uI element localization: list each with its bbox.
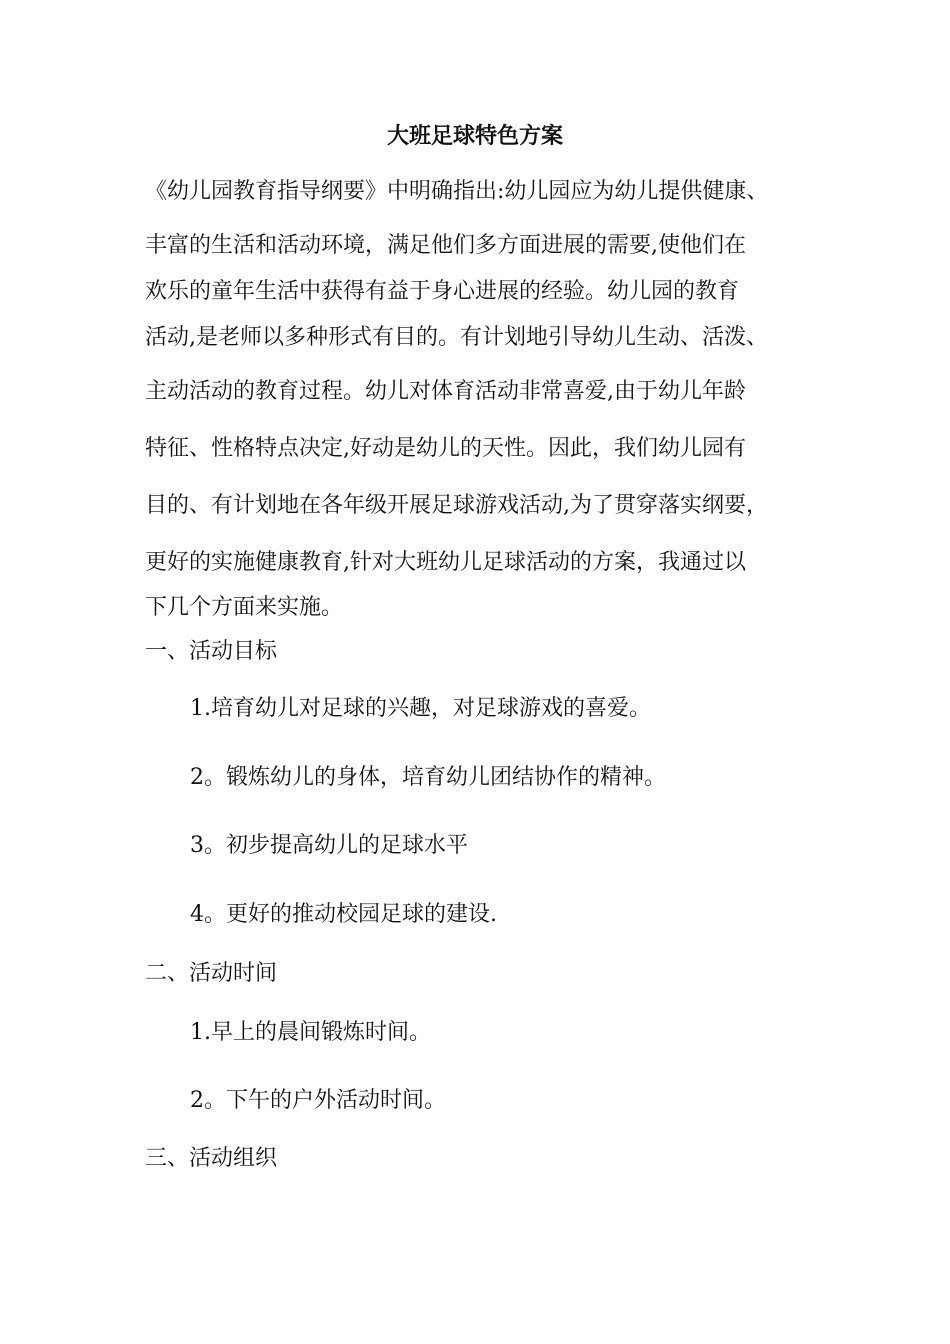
- intro-line-6: 特征、性格特点决定,好动是幼儿的天性。因此，我们幼儿园有: [145, 436, 746, 461]
- document-title: 大班足球特色方案: [386, 123, 563, 149]
- section-heading-time: 二、活动时间: [145, 961, 278, 986]
- goal-item-3: 3。初步提高幼儿的足球水平: [190, 833, 468, 858]
- intro-line-5: 主动活动的教育过程。幼儿对体育活动非常喜爱,由于幼儿年龄: [145, 379, 746, 404]
- intro-line-3: 欢乐的童年生活中获得有益于身心进展的经验。幼儿园的教育: [145, 279, 740, 304]
- goal-item-4: 4。更好的推动校园足球的建设.: [190, 902, 497, 927]
- section-heading-organization: 三、活动组织: [145, 1146, 278, 1171]
- time-item-1: 1.早上的晨间锻炼时间。: [190, 1020, 431, 1045]
- goal-item-1: 1.培育幼儿对足球的兴趣，对足球游戏的喜爱。: [190, 696, 651, 721]
- intro-line-2: 丰富的生活和活动环境，满足他们多方面进展的需要,使他们在: [145, 233, 746, 258]
- intro-line-4: 活动,是老师以多种形式有目的。有计划地引导幼儿生动、活泼、: [145, 325, 768, 350]
- time-item-2: 2。下午的户外活动时间。: [190, 1088, 446, 1113]
- intro-line-9: 下几个方面来实施。: [145, 595, 344, 620]
- intro-line-8: 更好的实施健康教育,针对大班幼儿足球活动的方案，我通过以: [145, 550, 746, 575]
- goal-item-2: 2。锻炼幼儿的身体，培育幼儿团结协作的精神。: [190, 765, 666, 790]
- section-heading-goals: 一、活动目标: [145, 639, 278, 664]
- intro-line-1: 《幼儿园教育指导纲要》中明确指出:幼儿园应为幼儿提供健康、: [145, 179, 769, 204]
- intro-line-7: 目的、有计划地在各年级开展足球游戏活动,为了贯穿落实纲要，: [145, 493, 768, 518]
